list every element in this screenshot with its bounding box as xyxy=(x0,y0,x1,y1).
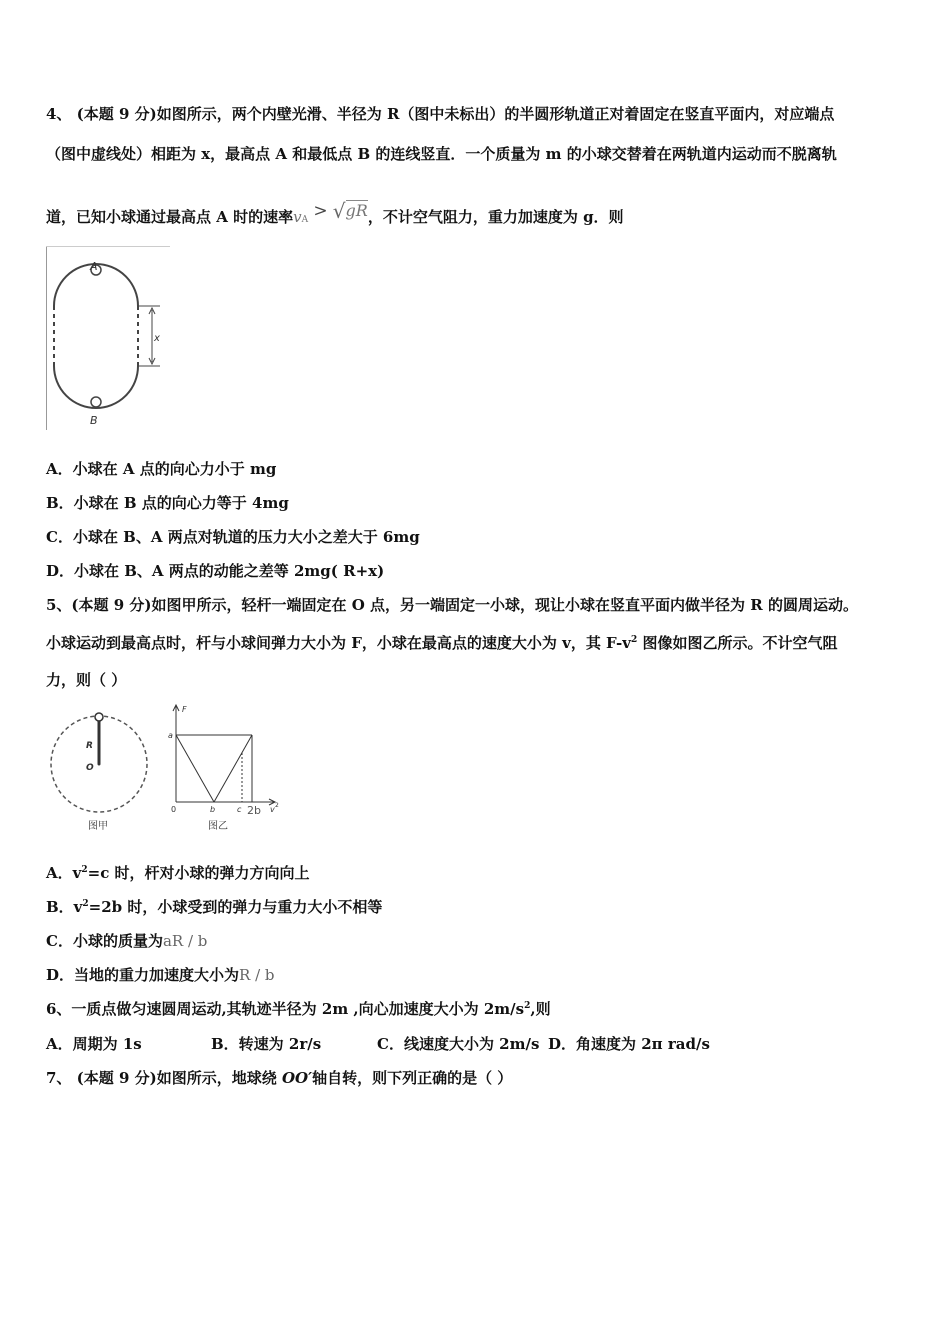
label-r: R xyxy=(86,741,93,751)
label-a: A xyxy=(90,260,98,273)
q5-option-c xyxy=(46,930,207,951)
q5-option-a-text: =c 时，杆对小球的弹力方向向上 xyxy=(87,864,310,882)
q6-stem-tail: ,则 xyxy=(530,1000,551,1018)
q5-option-c-math: aR / b xyxy=(162,932,208,950)
q5-option-d-text: D．当地的重力加速度大小为 xyxy=(46,966,240,984)
q6-stem-text: 6、一质点做匀速圆周运动,其轨迹半径为 2m ,向心加速度大小为 2m/s xyxy=(46,1000,525,1018)
q5-stem-line2 xyxy=(46,632,837,653)
q5-option-a-sup: 2 xyxy=(81,865,88,875)
q4-stem-line3-tail: ，不计空气阻力，重力加速度为 g．则 xyxy=(367,208,624,226)
label-o: O xyxy=(86,763,94,773)
q5-stem-line3: 力，则（ ） xyxy=(46,671,127,689)
label-2b-value: 2b xyxy=(247,804,261,817)
q5-stem-line2-text: 小球运动到最高点时，杆与小球间弹力大小为 F，小球在最高点的速度大小为 v，其 F-v xyxy=(46,634,631,652)
q6-stem xyxy=(46,998,551,1019)
q6-option-a: A．周期为 1s xyxy=(46,1035,142,1053)
q5-option-b-sup: 2 xyxy=(82,899,89,909)
q6-option-c: C．线速度大小为 2m/s xyxy=(377,1035,540,1053)
axis-f-label: F xyxy=(182,705,187,714)
q5-option-b xyxy=(46,896,382,917)
q4-stem-line3 xyxy=(46,199,624,227)
q7-axis-label: OO′ xyxy=(281,1069,313,1087)
q5-figures xyxy=(46,700,290,834)
caption-tu-jia: 图甲 xyxy=(88,821,108,832)
origin-label: 0 xyxy=(171,805,177,814)
graph-descending xyxy=(176,735,214,802)
q5-option-c-text: C．小球的质量为 xyxy=(46,932,163,950)
q6-stem-sup: 2 xyxy=(524,1001,531,1011)
q5-stem-line2-tail: 图像如图乙所示。不计空气阻 xyxy=(637,634,838,652)
q4-option-b: B．小球在 B 点的向心力等于 4mg xyxy=(46,494,289,512)
q5-option-b-pre: B．v xyxy=(46,898,83,916)
q4-track-figure xyxy=(46,246,170,430)
label-c-value: c xyxy=(237,805,242,814)
q5-stem-line1: 5、(本题 9 分)如图甲所示，轻杆一端固定在 O 点，另一端固定一小球，现让小球在竖直平面内做半径为 R 的圆周运动。 xyxy=(46,596,858,614)
q5-option-a-pre: A．v xyxy=(46,864,82,882)
math-sqrt: √ xyxy=(332,199,346,223)
label-x: x xyxy=(154,333,160,344)
q4-option-d: D．小球在 B、A 两点的动能之差等 2mg( R+x) xyxy=(46,562,385,580)
ball-icon xyxy=(95,713,103,721)
ball-b-icon xyxy=(91,397,101,407)
axis-v-label: v xyxy=(270,805,275,814)
graph-ascending xyxy=(214,735,252,802)
q5-option-d-math: R / b xyxy=(239,966,275,984)
q6-option-b: B．转速为 2r/s xyxy=(211,1035,322,1053)
axis-v-sup: 2 xyxy=(275,802,279,809)
label-a-value: a xyxy=(168,731,173,740)
q4-stem-line3-text: 道，已知小球通过最高点 A 时的速率 xyxy=(46,208,294,226)
math-sub-a: A xyxy=(301,215,309,225)
pivot-o xyxy=(98,763,101,766)
q4-option-a: A．小球在 A 点的向心力小于 mg xyxy=(46,460,277,478)
math-gt: > xyxy=(313,201,328,221)
q7-stem-tail: 轴自转，则下列正确的是（ ） xyxy=(312,1069,513,1087)
q5-option-a xyxy=(46,862,310,883)
q5-option-b-text: =2b 时，小球受到的弹力与重力大小不相等 xyxy=(88,898,383,916)
q4-option-c: C．小球在 B、A 两点对轨道的压力大小之差大于 6mg xyxy=(46,528,420,546)
q7-stem xyxy=(46,1067,512,1088)
q4-stem-line2: （图中虚线处）相距为 x，最高点 A 和最低点 B 的连线竖直．一个质量为 m 的小球交替着在两轨道内运动而不脱离轨 xyxy=(46,145,837,163)
label-b-value: b xyxy=(210,805,216,814)
q4-stem-line1: 4、 (本题 9 分)如图所示，两个内壁光滑、半径为 R（图中未标出）的半圆形轨道正对着固定在竖直平面内，对应端点 xyxy=(46,105,835,123)
caption-tu-yi: 图乙 xyxy=(208,821,228,832)
math-gr: gR xyxy=(345,201,368,220)
q7-stem-text: 7、 (本题 9 分)如图所示，地球绕 xyxy=(46,1069,282,1087)
q5-option-d xyxy=(46,964,275,985)
label-b: B xyxy=(90,414,98,427)
q5-stem-sup: 2 xyxy=(630,635,638,645)
q6-option-d: D．角速度为 2π rad/s xyxy=(548,1035,710,1053)
math-v: v xyxy=(293,208,302,226)
